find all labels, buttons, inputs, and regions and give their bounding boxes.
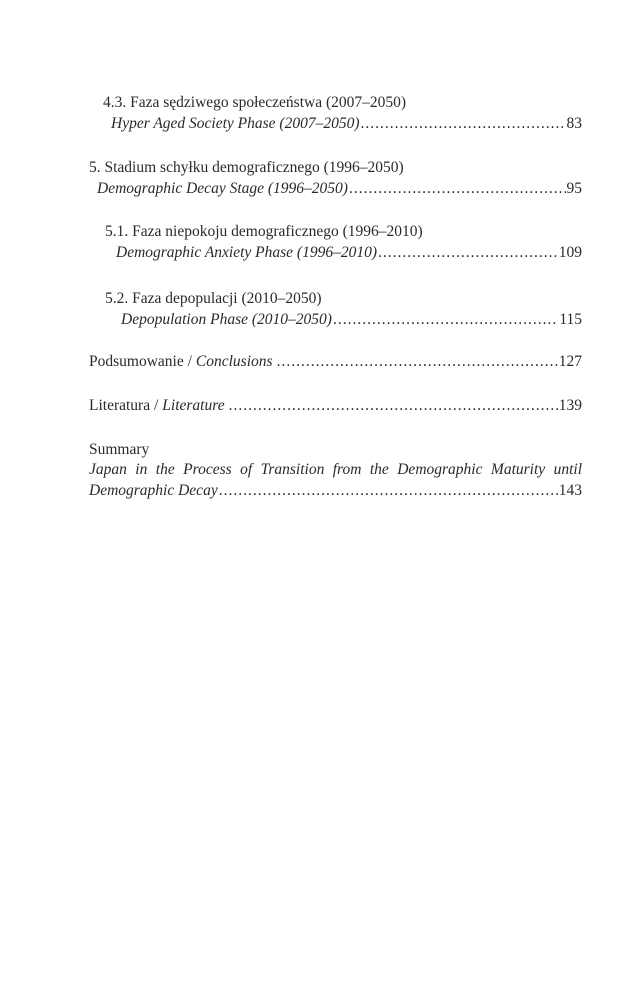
toc-entry-4-3-title: 4.3. Faza sędziwego społeczeństwa (2007–2050) [103, 94, 407, 111]
dot-leader [333, 310, 558, 330]
dot-leader [361, 114, 566, 134]
toc-entry-4-3-subtitle: Hyper Aged Society Phase (2007–2050) [111, 115, 360, 132]
dot-leader [349, 179, 566, 199]
dot-leader [219, 481, 558, 501]
dot-leader [378, 243, 558, 263]
toc-entry-5-2-title: 5.2. Faza depopulacji (2010–2050) [105, 290, 322, 307]
toc-entry-5-page: 95 [566, 180, 582, 197]
toc-entry-summary-line2: Demographic Decay [89, 482, 218, 499]
toc-entry-conclusions-page: 127 [558, 353, 582, 370]
toc-entry-4-3-subtitle-row [111, 114, 582, 134]
toc-entry-summary-title: Summary [89, 441, 150, 458]
toc-entry-literature-page: 139 [558, 397, 582, 414]
toc-entry-5-subtitle: Demographic Decay Stage (1996–2050) [97, 180, 348, 197]
dot-leader [277, 352, 558, 372]
toc-entry-summary-line2-row [89, 481, 582, 501]
toc-entry-4-3-page: 83 [566, 115, 582, 132]
toc-entry-5-subtitle-row [97, 179, 582, 199]
toc-entry-conclusions [89, 352, 582, 372]
toc-entry-conclusions-label: Podsumowanie / [89, 353, 192, 370]
toc-entry-5-1-subtitle-row [116, 243, 582, 263]
dot-leader [229, 396, 558, 416]
toc-entry-conclusions-label-italic: Conclusions [195, 353, 273, 370]
toc-entry-5-2-page: 115 [559, 311, 582, 328]
toc-entry-summary-line1: Japan in the Process of Transition from the Demographic Maturity until [89, 461, 582, 478]
toc-entry-5-2-subtitle-row [121, 310, 582, 330]
toc-entry-literature-label-italic: Literature [162, 397, 225, 414]
toc-entry-literature-label: Literatura / [89, 397, 159, 414]
toc-entry-5-1-page: 109 [558, 244, 582, 261]
toc-entry-5-1-title: 5.1. Faza niepokoju demograficznego (1996–2010) [105, 223, 423, 240]
toc-entry-5-1-subtitle: Demographic Anxiety Phase (1996–2010) [116, 244, 378, 261]
toc-entry-5-2-subtitle: Depopulation Phase (2010–2050) [121, 311, 332, 328]
toc-entry-literature [89, 396, 582, 416]
toc-entry-summary-page: 143 [558, 482, 582, 499]
toc-entry-5-title: 5. Stadium schyłku demograficznego (1996–2050) [89, 159, 404, 176]
